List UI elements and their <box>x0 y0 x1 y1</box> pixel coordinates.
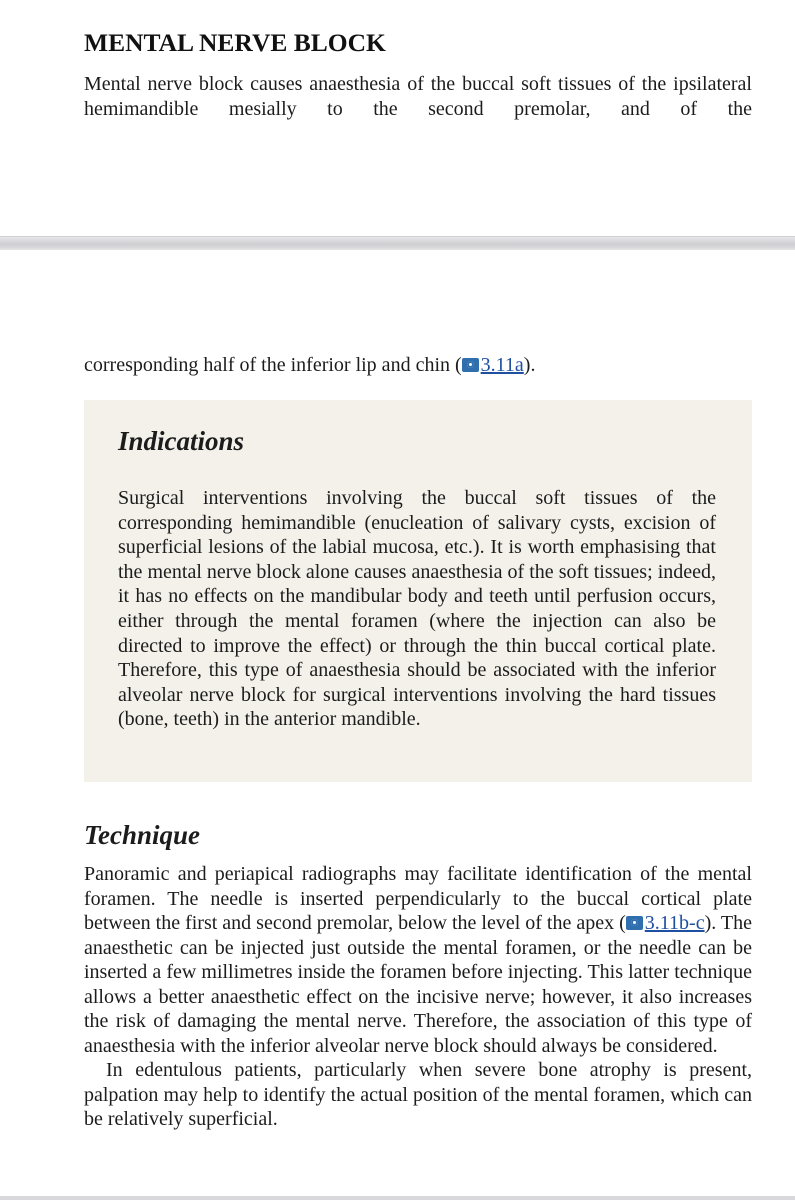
intro-text-end: ). <box>523 354 536 376</box>
technique-text-start: Panoramic and periapical radiographs may facilitate identification of the mental foramen. The needle is inserted perpendicularly to the buccal cortical plate between the first and second premolar, below the level of the apex ( <box>84 863 752 934</box>
technique-paragraph-2: In edentulous patients, particularly when severe bone atrophy is present, palpation may help to identify the actual position of the mental foramen, which can be relatively superficial. <box>84 1059 752 1130</box>
intro-text: corresponding half of the inferior lip and chin ( <box>84 354 462 376</box>
camera-icon[interactable] <box>626 916 643 930</box>
technique-heading: Technique <box>84 820 201 850</box>
indications-box <box>84 400 752 782</box>
technique-text-end: ). The anaesthetic can be injected just outside the mental foramen, or the needle can be inserted a few millimetres inside the foramen before injecting. This latter technique allows a better anaesthetic effect on the incisive nerve; however, it also increases the risk of damaging the mental nerve. Therefore, the association of this type of anaesthesia with the inferior alveolar nerve block should always be considered. <box>84 912 752 1057</box>
technique-body <box>84 862 752 1132</box>
technique-paragraph-1 <box>84 862 752 1058</box>
camera-icon[interactable] <box>462 358 479 372</box>
page-divider <box>0 236 795 250</box>
figure-link-3-11a[interactable]: 3.11a <box>480 354 524 376</box>
indications-text: Surgical interventions involving the buccal soft tissues of the corresponding hemimandible (enucleation of salivary cysts, excision of superficial lesions of the labial mucosa, etc.). It is worth emphasising that the mental nerve block alone causes anaesthesia of the soft tissues; indeed, it has no effects on the mandibular body and teeth until perfusion occurs, either through the mental foramen (where the injection can also be directed to improve the effect) or through the thin buccal cortical plate. Therefore, this type of anaesthesia should be associated with the inferior alveolar nerve block for surgical interventions involving the hard tissues (bone, teeth) in the anterior mandible. <box>118 487 716 731</box>
figure-link-3-11b-c[interactable]: 3.11b-c <box>644 912 705 934</box>
section-title: MENTAL NERVE BLOCK <box>84 28 386 57</box>
intro-paragraph-start: Mental nerve block causes anaesthesia of the buccal soft tissues of the ipsilateral hemimandible mesially to the second premolar, and of the <box>84 73 752 120</box>
page-top-section <box>0 0 795 238</box>
intro-paragraph-continuation <box>84 353 752 378</box>
page-bottom-divider <box>0 1196 795 1200</box>
indications-heading: Indications <box>118 426 245 456</box>
